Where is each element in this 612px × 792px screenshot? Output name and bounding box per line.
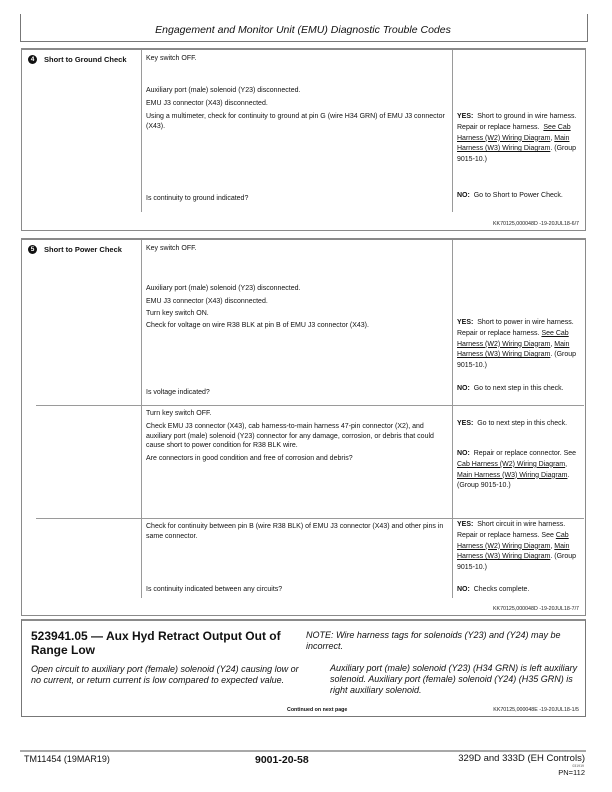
step-5-title: Short to Power Check xyxy=(44,245,122,254)
reference-code: KK70125,000048D -19-20JUL18-7/7 xyxy=(493,606,579,612)
cab-harness-link[interactable]: Cab Harness (W2) Wiring Diagram xyxy=(457,531,569,550)
procedure-text: Check for voltage on wire R38 BLK at pin B of EMU J3 connector (X43). xyxy=(146,322,369,329)
pn-number: PN=112 xyxy=(558,768,585,777)
column-divider xyxy=(141,50,142,212)
question-text: Is voltage indicated? xyxy=(146,389,210,396)
procedure-text: Check EMU J3 connector (X43), cab harness-to-main harness 47-pin connector (X2), and auxiliary port (male) solenoid (Y23) connector for any damage, corrosion, or debris that could cause short to power condition for R38 BLK wire. xyxy=(146,423,434,450)
yes-answer: YES: Short circuit in wire harness. Repair or replace harness. See Cab Harness (W2) Wiring Diagram, Main Harness (W3) Wiring Diagram. (Group 9015-10.) xyxy=(457,521,577,572)
question-text: Is continuity to ground indicated? xyxy=(146,195,249,202)
page-number: 9001-20-58 xyxy=(255,754,309,766)
question-text: Are connectors in good condition and free of corrosion and debris? xyxy=(146,455,353,462)
step-4-label xyxy=(28,55,127,64)
main-harness-link[interactable]: Main Harness (W3) Wiring Diagram xyxy=(457,134,570,153)
main-harness-link[interactable]: Main Harness (W3) Wiring Diagram xyxy=(457,542,570,561)
step-number-badge: 4 xyxy=(28,55,37,64)
note-text: NOTE: Wire harness tags for solenoids (Y23) and (Y24) may be incorrect. xyxy=(306,630,561,651)
procedure-text: EMU J3 connector (X43) disconnected. xyxy=(146,100,268,107)
step-4-short-to-ground-check xyxy=(21,48,586,231)
footer-rule xyxy=(20,750,586,752)
cab-harness-link[interactable]: Cab Harness (W2) Wiring Diagram xyxy=(457,460,566,468)
no-answer: NO: Go to next step in this check. xyxy=(457,385,564,392)
dtc-title: 523941.05 — Aux Hyd Retract Output Out of Range Low xyxy=(31,629,281,657)
procedure-text: Using a multimeter, check for continuity to ground at pin G (wire H34 GRN) of EMU J3 connector (X43). xyxy=(146,113,445,130)
no-answer: NO: Checks complete. xyxy=(457,586,530,593)
note-detail: Auxiliary port (male) solenoid (Y23) (H34 GRN) is left auxiliary solenoid. Auxiliary port (female) solenoid (Y24) (H35 GRN) is right auxiliary solenoid. xyxy=(330,663,578,695)
step-5-label xyxy=(28,245,122,254)
step-number-badge: 5 xyxy=(28,245,37,254)
procedure-text: Key switch OFF. xyxy=(146,55,197,62)
step-5-short-to-power-check xyxy=(21,238,586,616)
procedure-text: Check for continuity between pin B (wire R38 BLK) of EMU J3 connector (X43) and other pins in same connector. xyxy=(146,523,444,540)
no-answer: NO: Go to Short to Power Check. xyxy=(457,192,563,199)
yes-answer: YES: Short to ground in wire harness. Repair or replace harness. See Cab Harness (W2) Wiring Diagram, Main Harness (W3) Wiring Diagram. (Group 9015-10.) xyxy=(457,113,577,164)
procedure-text: Key switch OFF. xyxy=(146,245,197,252)
procedure-text: Auxiliary port (male) solenoid (Y23) disconnected. xyxy=(146,87,301,94)
model-name: 329D and 333D (EH Controls) xyxy=(458,753,585,764)
yes-answer: YES: Go to next step in this check. xyxy=(457,420,568,427)
continued-label: Continued on next page xyxy=(287,707,348,713)
question-text: Is continuity indicated between any circuits? xyxy=(146,586,283,593)
dtc-section xyxy=(21,619,586,717)
column-divider xyxy=(452,50,453,212)
page-title: Engagement and Monitor Unit (EMU) Diagnostic Trouble Codes xyxy=(155,24,451,36)
cab-harness-link[interactable]: See Cab Harness (W2) Wiring Diagram xyxy=(457,329,569,348)
cab-harness-link[interactable]: See Cab Harness (W2) Wiring Diagram xyxy=(457,123,571,142)
procedure-text: Auxiliary port (male) solenoid (Y23) disconnected. xyxy=(146,285,301,292)
main-harness-link[interactable]: Main Harness (W3) Wiring Diagram xyxy=(457,471,568,479)
column-divider xyxy=(141,240,142,598)
reference-code: KK70125,000048E -19-20JUL18-1/5 xyxy=(493,707,579,713)
yes-answer: YES: Short to power in wire harness. Repair or replace harness. See Cab Harness (W2) Wiring Diagram, Main Harness (W3) Wiring Diagram. (Group 9015-10.) xyxy=(457,319,577,370)
reference-code: KK70125,000048D -19-20JUL18-6/7 xyxy=(493,221,579,227)
row-divider xyxy=(36,405,584,406)
manual-id: TM11454 (19MAR19) xyxy=(24,754,110,764)
dtc-description: Open circuit to auxiliary port (female) solenoid (Y24) causing low or no current, or return current is low compared to expected value. xyxy=(31,664,299,685)
procedure-text: Turn key switch OFF. xyxy=(146,410,212,417)
column-divider xyxy=(452,240,453,598)
procedure-text: Turn key switch ON. xyxy=(146,310,209,317)
no-answer: NO: Repair or replace connector. See Cab Harness (W2) Wiring Diagram, Main Harness (W3) Wiring Diagram. (Group 9015-10.) xyxy=(457,450,577,490)
main-harness-link[interactable]: Main Harness (W3) Wiring Diagram xyxy=(457,340,570,359)
row-divider xyxy=(36,518,584,519)
revision-code: 031919 xyxy=(572,764,584,768)
step-4-title: Short to Ground Check xyxy=(44,55,127,64)
procedure-text: EMU J3 connector (X43) disconnected. xyxy=(146,298,268,305)
